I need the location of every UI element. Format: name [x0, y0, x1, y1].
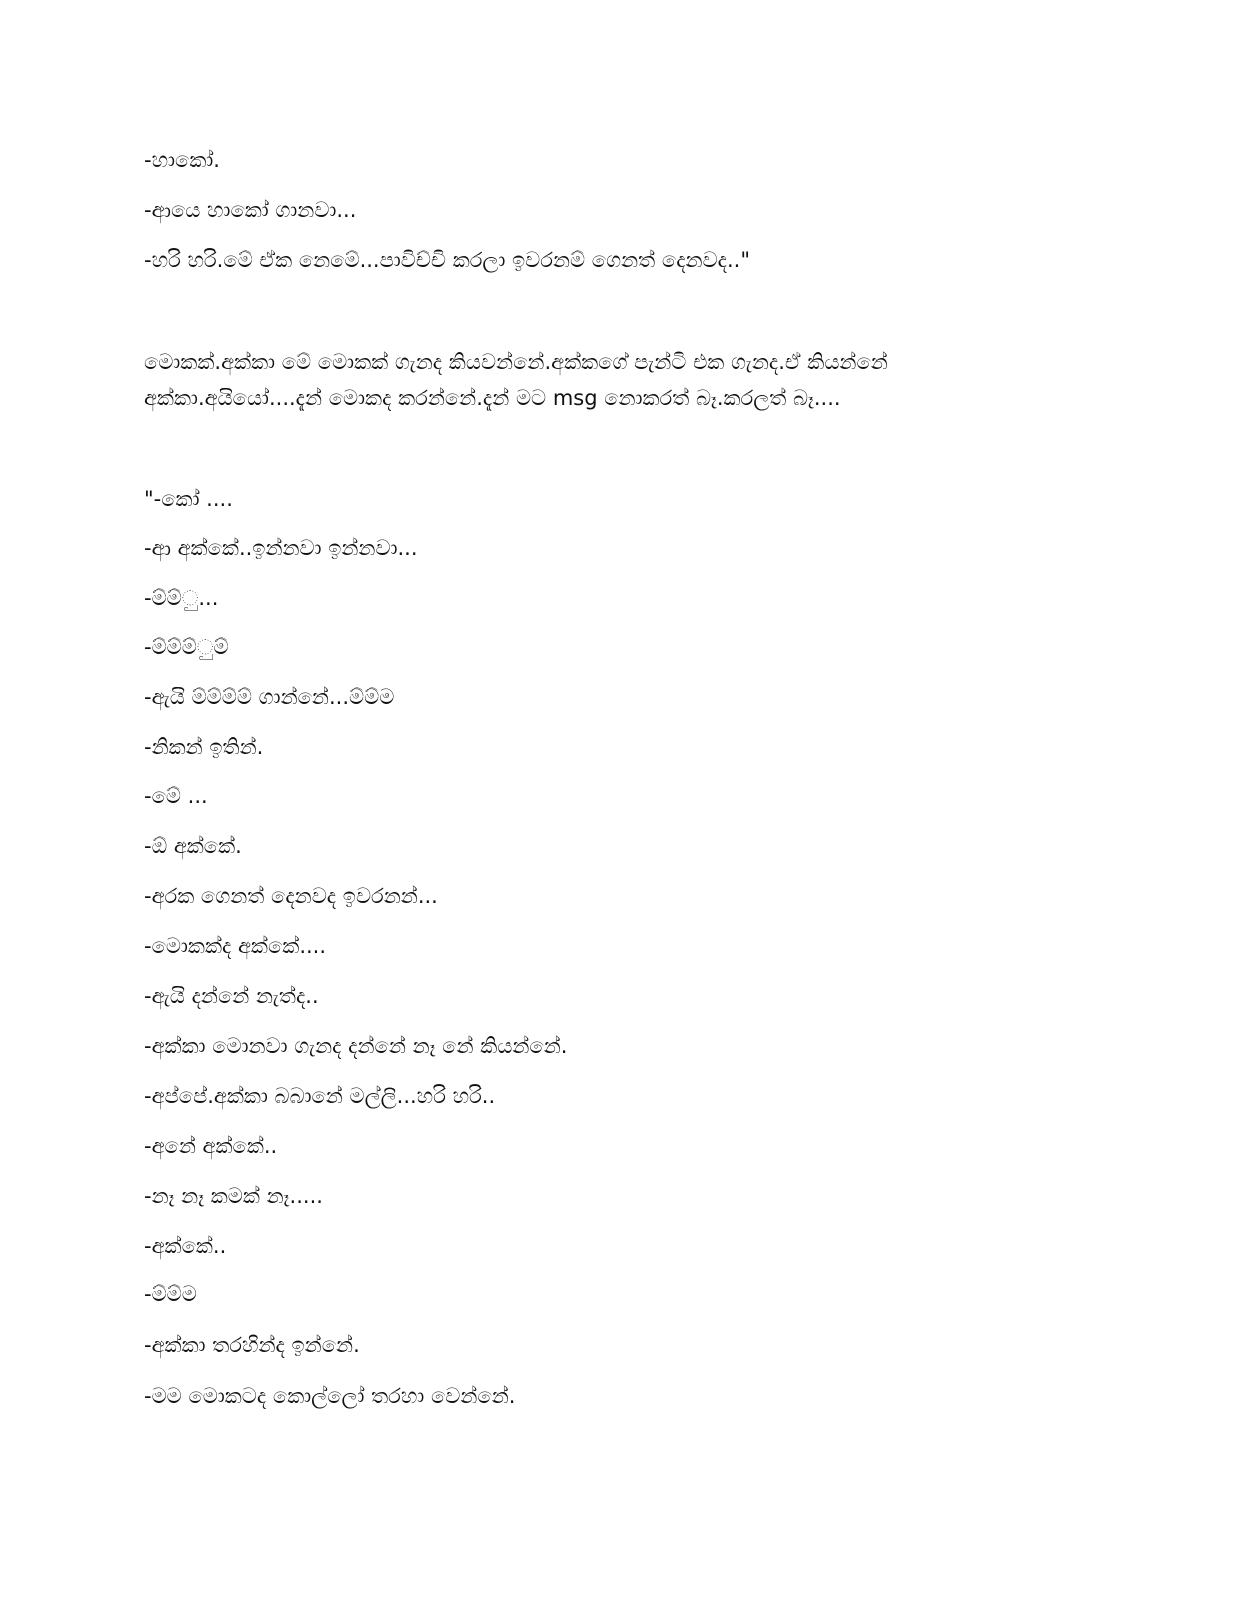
dialogue-line: -ඇයි දන්නේ නැත්ද.. — [144, 984, 319, 1008]
narrative-paragraph — [144, 344, 1084, 416]
dialogue-line: -ඇයි ම්ම්ම්ම් ගාන්නේ...ම්ම්ම — [144, 685, 395, 709]
dialogue-line: -මේ ... — [144, 784, 208, 808]
dialogue-line: -ම්ම්ම්ුම් — [144, 635, 229, 659]
dialogue-line: -හරි හරි.මේ ඒක නෙමේ...පාවිච්චි කරලා ඉවරනම් ගෙනත් දෙනවද.." — [144, 248, 750, 272]
dialogue-line: -අක්කා තරහින්ද ඉන්නේ. — [144, 1333, 360, 1357]
dialogue-line: -අක්කා මොනවා ගැනද දන්නේ නෑ නේ කියන්නේ. — [144, 1034, 568, 1058]
paragraph-line: අක්කා.අයියෝ....දැන් මොකද කරන්නේ.දැන් මට msg නොකරත් බෑ.කරලත් බෑ.... — [144, 386, 841, 410]
dialogue-line: -ම්ම්ු... — [144, 586, 219, 610]
dialogue-line: -ම්ම්ම — [144, 1282, 197, 1306]
dialogue-line: -අක්කේ.. — [144, 1234, 227, 1258]
dialogue-line: -නෑ නෑ කමක් නෑ..... — [144, 1184, 323, 1208]
dialogue-line: -මොකක්ද අක්කේ.... — [144, 934, 327, 958]
paragraph-line: මොකක්.අක්කා මේ මොකක් ගැනද කියවන්නේ.අක්කගේ පැන්ටි එක ගැනද.ඒ කියන්නේ — [144, 350, 888, 374]
dialogue-line: -හාකෝ. — [144, 148, 220, 172]
dialogue-line: -ආයෙ හාකෝ ගානවා... — [144, 198, 357, 222]
dialogue-line: -අනේ අක්කේ.. — [144, 1134, 278, 1158]
dialogue-line: "-කෝ .... — [144, 487, 233, 511]
dialogue-line: -ආ අක්කේ..ඉන්නවා ඉන්නවා... — [144, 536, 418, 560]
dialogue-line: -අප්පේ.අක්කා බබානේ මල්ලි...හරි හරි.. — [144, 1084, 496, 1108]
dialogue-line: -නිකන් ඉතින්. — [144, 735, 264, 759]
dialogue-line: -අරක ගෙනත් දෙනවද ඉවරනන්... — [144, 884, 438, 908]
dialogue-line: -ඕ අක්කේ. — [144, 834, 242, 858]
dialogue-line: -මම මොකටද කොල්ලෝ තරහා වෙන්නේ. — [144, 1384, 516, 1408]
